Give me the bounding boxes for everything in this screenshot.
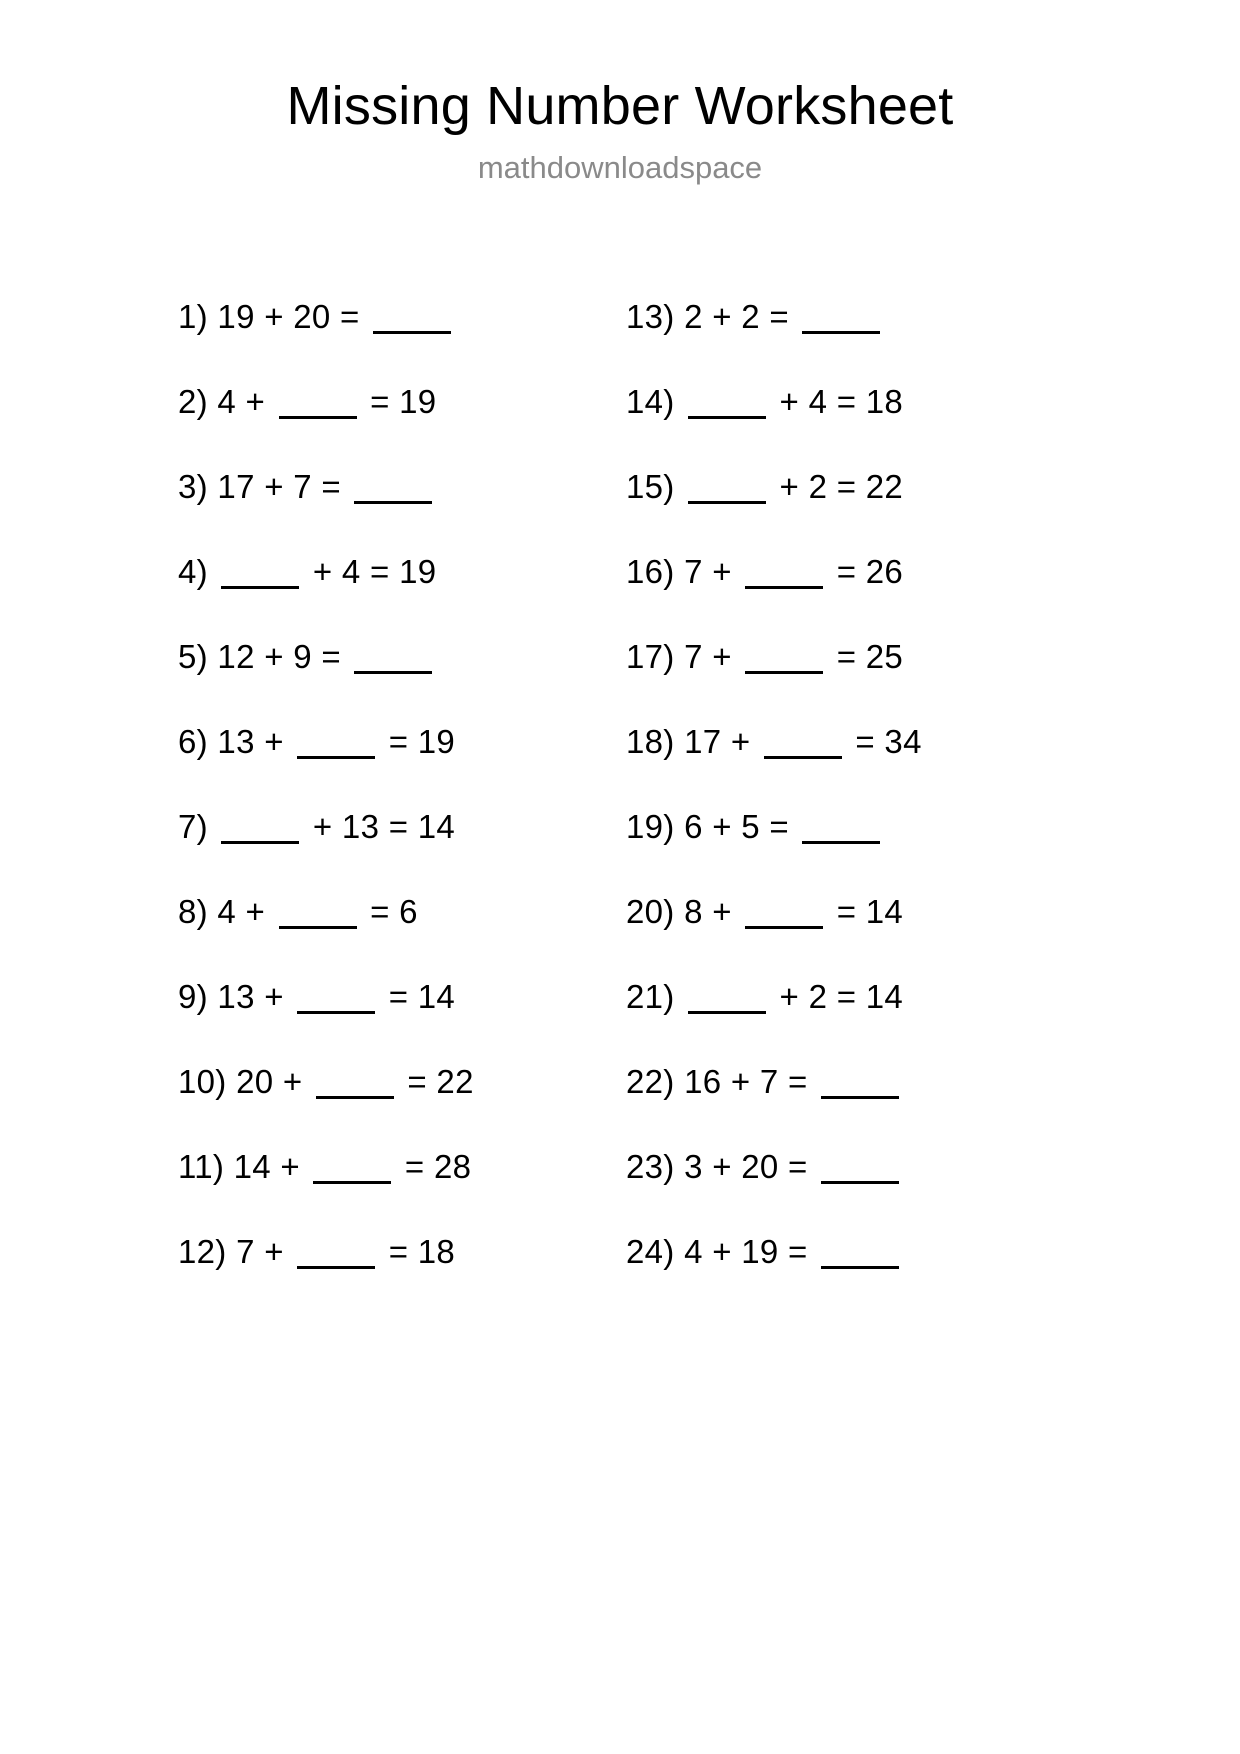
answer-blank[interactable] xyxy=(279,394,357,419)
problem-expression xyxy=(626,1235,903,1269)
problem-operand-tail: + 4 = 19 xyxy=(312,553,437,590)
answer-blank[interactable] xyxy=(221,819,299,844)
problem-grid xyxy=(0,300,1240,1320)
problem-operand-tail: = 19 xyxy=(388,723,456,760)
problem-operand-tail: = 18 xyxy=(388,1233,456,1270)
problem-expression xyxy=(626,300,884,334)
problem-operand-tail: = 22 xyxy=(407,1063,474,1100)
problem-number: 12) xyxy=(178,1233,227,1270)
problem-row xyxy=(626,300,1026,385)
problem-operand-tail: = 26 xyxy=(836,553,904,590)
problem-expression xyxy=(178,1150,471,1184)
problem-operand-head: 4 + 19 = xyxy=(684,1233,808,1270)
problem-row xyxy=(626,470,1026,555)
problem-operand-head: 4 + xyxy=(217,893,266,930)
answer-blank[interactable] xyxy=(764,734,842,759)
problem-row xyxy=(178,555,578,640)
problem-number: 7) xyxy=(178,808,208,845)
problem-expression xyxy=(626,1065,903,1099)
problem-operand-tail: = 14 xyxy=(388,978,456,1015)
problem-number: 11) xyxy=(178,1148,225,1185)
problem-number: 23) xyxy=(626,1148,675,1185)
problem-number: 14) xyxy=(626,383,675,420)
problem-number: 5) xyxy=(178,638,208,675)
answer-blank[interactable] xyxy=(297,1244,375,1269)
problem-expression xyxy=(626,555,903,589)
problem-expression xyxy=(178,555,436,589)
problem-row xyxy=(626,640,1026,725)
problem-number: 15) xyxy=(626,468,675,505)
problem-row xyxy=(178,895,578,980)
problem-number: 1) xyxy=(178,298,208,335)
answer-blank[interactable] xyxy=(373,309,451,334)
problem-operand-head: 17 + xyxy=(684,723,751,760)
problem-number: 9) xyxy=(178,978,208,1015)
problem-operand-head: 20 + xyxy=(236,1063,303,1100)
problem-row xyxy=(178,810,578,895)
problem-row xyxy=(626,555,1026,640)
problem-row xyxy=(178,1150,578,1235)
problem-number: 2) xyxy=(178,383,208,420)
problem-expression xyxy=(178,725,455,759)
problem-expression xyxy=(626,810,884,844)
problem-number: 3) xyxy=(178,468,208,505)
problem-operand-tail: + 13 = 14 xyxy=(312,808,456,845)
problem-expression xyxy=(626,980,903,1014)
problem-expression xyxy=(626,385,903,419)
problem-expression xyxy=(626,725,922,759)
worksheet-header xyxy=(0,0,1240,184)
problem-row xyxy=(178,980,578,1065)
problem-row xyxy=(626,1150,1026,1235)
left-column xyxy=(178,300,578,1320)
problem-operand-tail: + 2 = 14 xyxy=(779,978,904,1015)
problem-row xyxy=(626,385,1026,470)
problem-number: 6) xyxy=(178,723,208,760)
problem-row xyxy=(178,385,578,470)
problem-operand-tail: + 4 = 18 xyxy=(779,383,904,420)
problem-row xyxy=(626,1065,1026,1150)
answer-blank[interactable] xyxy=(821,1244,899,1269)
problem-expression xyxy=(178,1065,474,1099)
problem-operand-head: 19 + 20 = xyxy=(217,298,360,335)
answer-blank[interactable] xyxy=(297,734,375,759)
problem-expression xyxy=(178,810,455,844)
problem-operand-tail: = 6 xyxy=(370,893,418,930)
problem-operand-head: 3 + 20 = xyxy=(684,1148,808,1185)
problem-operand-head: 16 + 7 = xyxy=(684,1063,808,1100)
problem-number: 22) xyxy=(626,1063,675,1100)
problem-number: 13) xyxy=(626,298,675,335)
problem-expression xyxy=(178,385,436,419)
answer-blank[interactable] xyxy=(354,479,432,504)
problem-number: 21) xyxy=(626,978,675,1015)
problem-expression xyxy=(178,640,436,674)
problem-expression xyxy=(178,470,436,504)
problem-operand-tail: = 34 xyxy=(855,723,922,760)
problem-number: 18) xyxy=(626,723,675,760)
problem-expression xyxy=(178,980,455,1014)
problem-number: 17) xyxy=(626,638,675,675)
problem-row xyxy=(178,640,578,725)
problem-row xyxy=(626,1235,1026,1320)
problem-operand-head: 7 + xyxy=(236,1233,284,1270)
answer-blank[interactable] xyxy=(745,564,823,589)
problem-row xyxy=(626,725,1026,810)
answer-blank[interactable] xyxy=(221,564,299,589)
answer-blank[interactable] xyxy=(688,394,766,419)
problem-number: 10) xyxy=(178,1063,227,1100)
answer-blank[interactable] xyxy=(802,819,880,844)
answer-blank[interactable] xyxy=(745,904,823,929)
answer-blank[interactable] xyxy=(316,1074,394,1099)
problem-operand-tail: + 2 = 22 xyxy=(779,468,904,505)
problem-operand-head: 8 + xyxy=(684,893,732,930)
answer-blank[interactable] xyxy=(745,649,823,674)
problem-operand-head: 2 + 2 = xyxy=(684,298,789,335)
problem-number: 19) xyxy=(626,808,675,845)
problem-operand-head: 7 + xyxy=(684,638,732,675)
problem-number: 24) xyxy=(626,1233,675,1270)
problem-operand-head: 12 + 9 = xyxy=(217,638,341,675)
answer-blank[interactable] xyxy=(821,1074,899,1099)
problem-operand-head: 17 + 7 = xyxy=(217,468,341,505)
problem-expression xyxy=(626,895,903,929)
answer-blank[interactable] xyxy=(313,1159,391,1184)
problem-expression xyxy=(178,300,455,334)
problem-row xyxy=(178,470,578,555)
problem-row xyxy=(178,725,578,810)
answer-blank[interactable] xyxy=(688,989,766,1014)
problem-row xyxy=(178,1235,578,1320)
problem-expression xyxy=(178,1235,455,1269)
answer-blank[interactable] xyxy=(279,904,357,929)
problem-operand-head: 4 + xyxy=(217,383,266,420)
problem-number: 16) xyxy=(626,553,675,590)
problem-operand-head: 14 + xyxy=(233,1148,300,1185)
problem-expression xyxy=(178,895,418,929)
problem-number: 4) xyxy=(178,553,208,590)
problem-operand-head: 6 + 5 = xyxy=(684,808,789,845)
problem-expression xyxy=(626,470,903,504)
answer-blank[interactable] xyxy=(821,1159,899,1184)
problem-number: 20) xyxy=(626,893,675,930)
answer-blank[interactable] xyxy=(688,479,766,504)
problem-row xyxy=(626,895,1026,980)
problem-expression xyxy=(626,1150,903,1184)
problem-operand-tail: = 14 xyxy=(836,893,904,930)
page-subtitle: mathdownloadspace xyxy=(477,149,763,185)
problem-operand-tail: = 19 xyxy=(370,383,437,420)
problem-row xyxy=(626,810,1026,895)
problem-expression xyxy=(626,640,903,674)
problem-operand-head: 7 + xyxy=(684,553,732,590)
answer-blank[interactable] xyxy=(297,989,375,1014)
problem-operand-head: 13 + xyxy=(217,723,284,760)
problem-operand-tail: = 28 xyxy=(404,1148,472,1185)
page-title: Missing Number Worksheet xyxy=(286,76,954,136)
problem-operand-head: 13 + xyxy=(217,978,284,1015)
answer-blank[interactable] xyxy=(354,649,432,674)
problem-row xyxy=(626,980,1026,1065)
answer-blank[interactable] xyxy=(802,309,880,334)
right-column xyxy=(626,300,1026,1320)
problem-row xyxy=(178,1065,578,1150)
problem-operand-tail: = 25 xyxy=(836,638,904,675)
problem-number: 8) xyxy=(178,893,208,930)
problem-row xyxy=(178,300,578,385)
